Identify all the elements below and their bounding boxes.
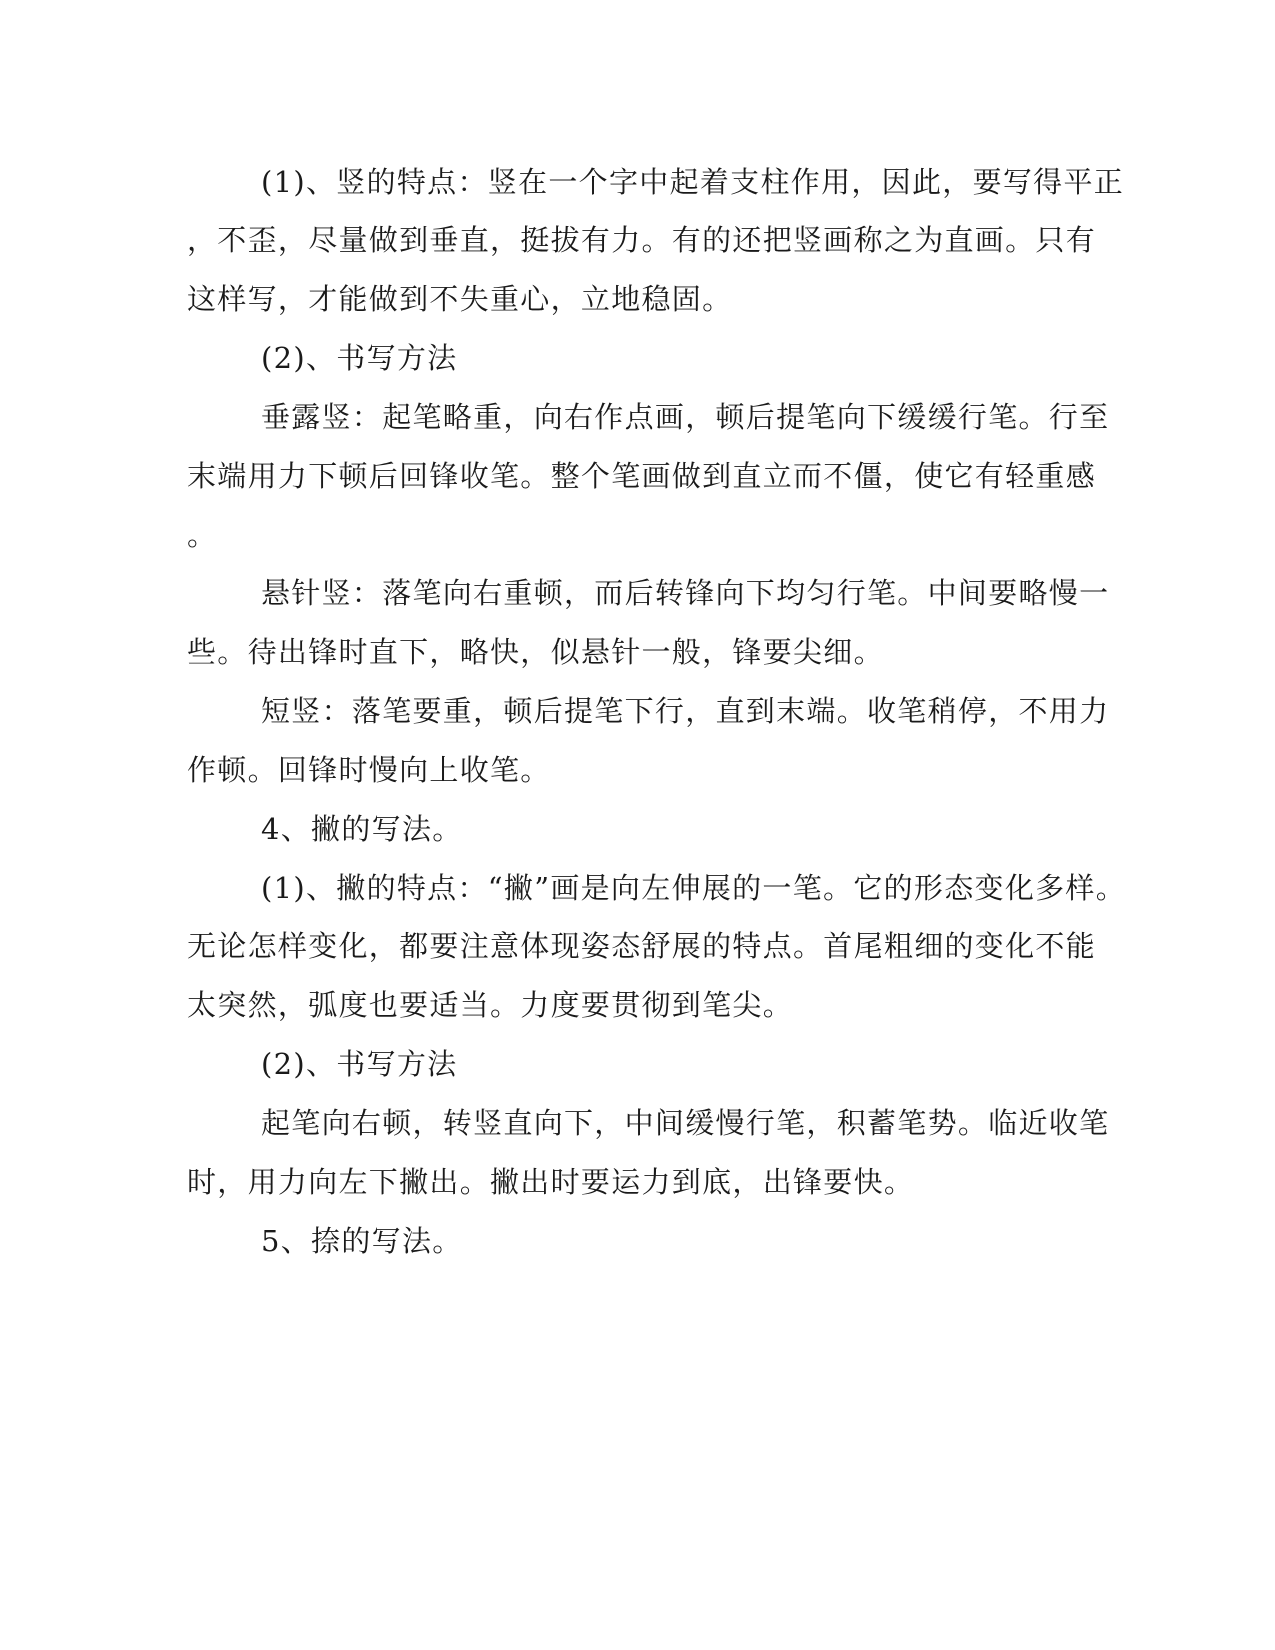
section-heading: (2)、书写方法 [261,1047,458,1081]
section-heading: 5、捺的写法。 [261,1224,463,1258]
paragraph-line: 无论怎样变化，都要注意体现姿态舒展的特点。首尾粗细的变化不能 [187,929,1097,963]
section-heading: (2)、书写方法 [261,341,458,375]
paragraph-line: 短竖：落笔要重，顿后提笔下行，直到末端。收笔稍停，不用力 [261,694,1110,728]
paragraph-line: 时，用力向左下撇出。撇出时要运力到底，出锋要快。 [187,1165,915,1199]
paragraph-line: 垂露竖：起笔略重，向右作点画，顿后提笔向下缓缓行笔。行至 [261,400,1110,434]
paragraph-line: ，不歪，尽量做到垂直，挺拔有力。有的还把竖画称之为直画。只有 [187,223,1097,257]
paragraph-line: 太突然，弧度也要适当。力度要贯彻到笔尖。 [187,988,794,1022]
paragraph-line: (1)、竖的特点：竖在一个字中起着支柱作用，因此，要写得平正 [261,165,1125,199]
paragraph-line: 作顿。回锋时慢向上收笔。 [187,753,551,787]
paragraph-line: 这样写，才能做到不失重心，立地稳固。 [187,282,733,316]
section-heading: 4、撇的写法。 [261,812,463,846]
paragraph-line: 些。待出锋时直下，略快，似悬针一般，锋要尖细。 [187,635,884,669]
paragraph-line: 。 [187,518,218,552]
paragraph-line: 末端用力下顿后回锋收笔。整个笔画做到直立而不僵，使它有轻重感 [187,459,1097,493]
paragraph-line: 悬针竖：落笔向右重顿，而后转锋向下均匀行笔。中间要略慢一 [261,576,1110,610]
paragraph-line: (1)、撇的特点：“撇”画是向左伸展的一笔。它的形态变化多样。 [261,871,1127,905]
paragraph-line: 起笔向右顿，转竖直向下，中间缓慢行笔，积蓄笔势。临近收笔 [261,1106,1110,1140]
